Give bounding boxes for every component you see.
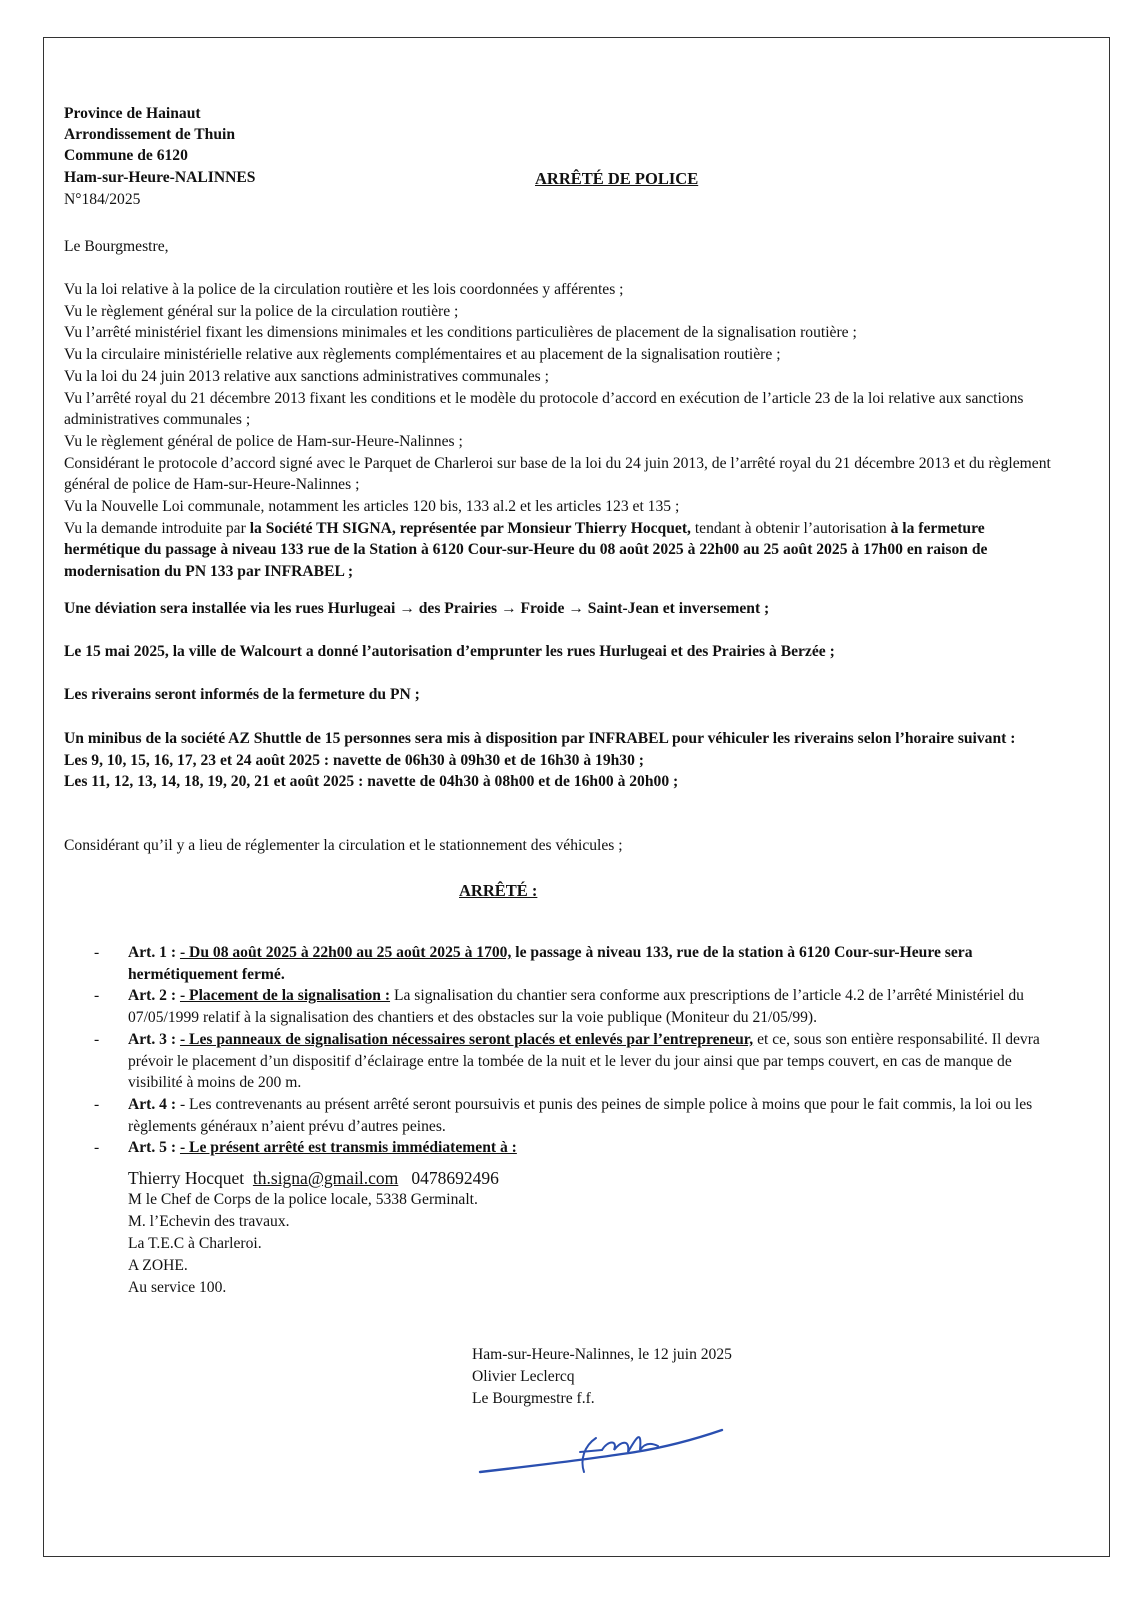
page-border <box>43 37 1110 1557</box>
recipient-email: th.signa@gmail.com <box>252 1168 399 1188</box>
request-paragraph <box>64 518 1054 583</box>
intro-text: Le Bourgmestre, <box>64 238 169 255</box>
article-underlined: - Du 08 août 2025 à 22h00 au 25 août 2025 à 1700, <box>179 944 512 961</box>
list-dash: - <box>94 944 100 961</box>
consideration-item: Vu la Nouvelle Loi communale, notamment les articles 120 bis, 133 al.2 et les articles 123 et 135 ; <box>64 498 680 516</box>
deviation-text: Une déviation sera installée via les rues Hurlugeai → des Prairies → Froide → Saint-Jean et inversement ; <box>64 600 770 617</box>
article-4 <box>64 1094 1054 1137</box>
article-underlined: - Placement de la signalisation : <box>179 987 391 1005</box>
article-label: Art. 3 : <box>128 1030 180 1048</box>
list-dash: - <box>94 1095 100 1113</box>
consideration-item: Vu le règlement général de police de Ham-sur-Heure-Nalinnes ; <box>64 432 463 450</box>
consideration-item: Vu l’arrêté royal du 21 décembre 2013 fixant les conditions et le modèle du protocole d’accord en exécution de l’article 23 de la loi relative aux sanctions administratives communales ; <box>64 389 1024 429</box>
minibus-schedule-1: Les 9, 10, 15, 16, 17, 23 et 24 août 2025 : navette de 06h30 à 09h30 et de 16h30 à 19h30 ; <box>64 751 644 769</box>
article-3 <box>64 1029 1054 1094</box>
article-label: Art. 4 : <box>128 1095 180 1113</box>
arrete-title: ARRÊTÉ : <box>459 881 538 900</box>
consideration-item: Vu l’arrêté ministériel fixant les dimensions minimales et les conditions particulières de placement de la signalisation routière ; <box>64 324 857 342</box>
consideration-item: Vu la loi du 24 juin 2013 relative aux sanctions administratives communales ; <box>64 367 549 385</box>
considerations <box>64 279 1054 583</box>
article-label: Art. 1 : <box>128 944 180 961</box>
recipient-item: A ZOHE. <box>128 1257 188 1274</box>
recipient-item: M le Chef de Corps de la police locale, 5338 Germinalt. <box>128 1191 478 1208</box>
article-text: - Les contrevenants au présent arrêté seront poursuivis et punis des peines de simple police à moins que pour le fait commis, la loi ou les règlements généraux n’aient prévu d’autres peines. <box>128 1095 1033 1135</box>
recipient-item: Au service 100. <box>128 1279 227 1296</box>
article-label: Art. 2 : <box>128 987 180 1005</box>
consideration-item: Vu le règlement général sur la police de la circulation routière ; <box>64 302 459 320</box>
article-2 <box>64 985 1054 1028</box>
list-dash: - <box>94 1030 100 1048</box>
request-object: à la fermeture hermétique du passage à niveau 133 rue de la Station à 6120 Cour-sur-Heure du 08 août 2025 à 22h00 au 25 août 2025 à 17h00 en raison de modernisation du PN 133 par INFRABEL ; <box>64 519 988 581</box>
list-dash: - <box>94 1139 100 1157</box>
consideration-item: Vu la circulaire ministérielle relative aux règlements complémentaires et au placement de la signalisation routière ; <box>64 346 781 364</box>
article-1 <box>64 942 1054 985</box>
signature-name: Olivier Leclercq <box>472 1368 575 1385</box>
recipient-item: M. l’Echevin des travaux. <box>128 1213 290 1230</box>
article-label: Art. 5 : <box>128 1139 180 1157</box>
articles-list <box>64 942 1054 1159</box>
header-arrondissement: Arrondissement de Thuin <box>64 126 235 143</box>
document-number: N°184/2025 <box>64 191 141 208</box>
article-underlined: - Le présent arrêté est transmis immédiatement à : <box>179 1139 517 1157</box>
recipient-item: La T.E.C à Charleroi. <box>128 1235 262 1252</box>
request-middle: tendant à obtenir l’autorisation <box>690 519 891 537</box>
article-underlined: - Les panneaux de signalisation nécessaires seront placés et enlevés par l’entrepreneur, <box>179 1030 754 1048</box>
consideration-item: Considérant le protocole d’accord signé avec le Parquet de Charleroi sur base de la loi du 24 juin 2013, de l’arrêté royal du 21 décembre 2013 et du règlement général de police de Ham-sur-Heure-Nalinnes ; <box>64 454 1051 494</box>
header-province: Province de Hainaut <box>64 105 201 122</box>
riverains-text: Les riverains seront informés de la fermeture du PN ; <box>64 686 420 703</box>
article-5 <box>64 1137 1054 1159</box>
request-company: la Société TH SIGNA, représentée par Monsieur Thierry Hocquet, <box>249 519 691 537</box>
header-commune-name: Ham-sur-Heure-NALINNES <box>64 169 256 186</box>
minibus-schedule-2: Les 11, 12, 13, 14, 18, 19, 20, 21 et août 2025 : navette de 04h30 à 08h00 et de 16h00 à 20h00 ; <box>64 773 679 791</box>
article-text: et ce, sous son entière responsabilité. Il devra prévoir le placement d’un dispositif d’éclairage entre la tombée de la nuit et le lever du jour ainsi que par temps couvert, en cas de manque de visibilité à moins de 200 m. <box>128 1030 1040 1092</box>
handwritten-signature <box>472 1410 732 1490</box>
consideration-item: Vu la loi relative à la police de la circulation routière et les lois coordonnées y afférentes ; <box>64 281 624 298</box>
considerant-final: Considérant qu’il y a lieu de réglementer la circulation et le stationnement des véhicules ; <box>64 837 623 854</box>
recipients-list <box>128 1167 499 1299</box>
header-commune: Commune de 6120 <box>64 147 188 164</box>
article-text: le passage à niveau 133, rue de la station à 6120 Cour-sur-Heure sera hermétiquement fermé. <box>128 944 973 983</box>
signature-block <box>472 1344 732 1410</box>
walcourt-text: Le 15 mai 2025, la ville de Walcourt a donné l’autorisation d’emprunter les rues Hurlugeai et des Prairies à Berzée ; <box>64 643 835 660</box>
signature-place-date: Ham-sur-Heure-Nalinnes, le 12 juin 2025 <box>472 1346 732 1363</box>
signature-role: Le Bourgmestre f.f. <box>472 1390 595 1407</box>
recipient-phone: 0478692496 <box>411 1168 499 1188</box>
minibus-block <box>64 728 1054 793</box>
request-prefix: Vu la demande introduite par <box>64 519 250 537</box>
minibus-text: Un minibus de la société AZ Shuttle de 15 personnes sera mis à disposition par INFRABEL pour véhiculer les riverains selon l’horaire suivant : <box>64 730 1016 747</box>
page-title: ARRÊTÉ DE POLICE <box>535 169 699 188</box>
article-text: La signalisation du chantier sera conforme aux prescriptions de l’article 4.2 de l’arrêté Ministériel du 07/05/1999 relatif à la signalisation des chantiers et des obstacles sur la voie publique (Moniteur du 21/05/99). <box>128 987 1024 1027</box>
recipient-primary <box>128 1167 499 1189</box>
recipient-name: Thierry Hocquet <box>128 1168 245 1188</box>
list-dash: - <box>94 987 100 1005</box>
